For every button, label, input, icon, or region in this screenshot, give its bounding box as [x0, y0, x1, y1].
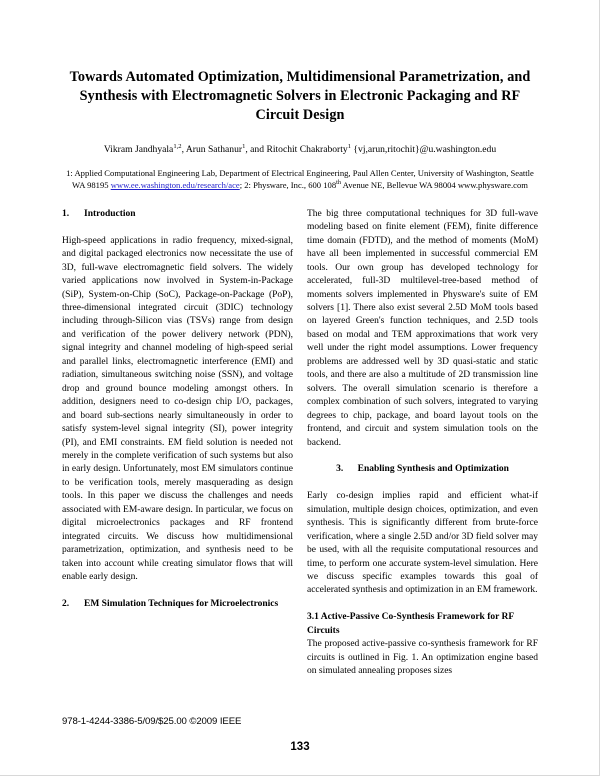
author-1-name: Vikram Jandhyala	[103, 144, 174, 155]
two-column-body	[62, 208, 538, 679]
page-number: 133	[290, 741, 310, 753]
section-heading-enabling-synthesis	[307, 463, 538, 476]
affiliation-text-part-3: Avenue NE, Bellevue WA 98004 www.physware.com	[340, 180, 528, 191]
page-title: Towards Automated Optimization, Multidimensional Parametrization, and Synthesis with Electromagnetic Solvers in Electronic Packaging and RF Circuit Design	[69, 69, 531, 123]
page-content-area	[62, 0, 538, 776]
author-emails: {vj,arun,ritochit}@u.washington.edu	[351, 144, 497, 155]
section-3-title: Enabling Synthesis and Optimization	[357, 464, 509, 475]
paragraph-em-techniques: The big three computational techniques for 3D full-wave modeling based on finite element (FEM), finite difference time domain (FDTD), and the method of moments (MoM) have all been implemented in successful commercial EM tools. Our own group has developed technology for accelerated, full-3D multilevel-tree-based method of moments solvers implemented in Physware's suite of EM solvers [1]. There also exist several 2.5D MoM tools based on layered Green's function techniques, and 2.5D tools based on modal and TEM approximations that work very well under the right model assumptions. Lower frequency problems are addressed well by 3D quasi-static and static tools, and there are also a multitude of 2D transmission line solvers. The overall simulation scenario is therefore a complex combination of such solvers, integrated to varying degrees to chip, package, and board layout tools on the frontend, and circuit and system simulation tools on the backend.	[307, 208, 538, 448]
author-line	[62, 143, 538, 156]
section-1-title: Introduction	[84, 208, 136, 219]
section-2-number: 2.	[62, 598, 70, 609]
author-separator-1: ,	[181, 144, 186, 155]
paragraph-introduction: High-speed applications in radio frequency, mixed-signal, and digital packaged electronics now necessitate the use of 3D, full-wave electromagnetic field solvers. The widely varied applications now involved in System-in-Package (SiP), System-on-Chip (SoC), Package-on-Package (PoP), three-dimensional integrated circuit (3DIC) technology including through-Silicon vias (TSVs) range from design and verification of the power delivery network (PDN), signal integrity and channel modeling of high-speed serial and parallel links, electromagnetic interference (EMI) and radiation, simultaneous switching noise (SSN), and voltage drop and ground bounce modeling amongst others. In addition, designers need to co-design chip I/O, packages, and board sub-sections nearly simultaneously in order to satisfy system-level signal integrity (SI), power integrity (PI), and EMI constraints. EM field solution is needed not merely in the complete verification of such systems but also in early design. Unfortunately, most EM simulators continue to be verification tools, merely masquerading as design tools. In this paper we discuss the challenges and needs associated with EM-aware design. In particular, we focus on digital microelectronics packages and RF frontend integrated circuits. We discuss how multidimensional parametrization, optimization, and synthesis need to be taken into account while creating simulator flows that will enable early design.	[62, 235, 293, 583]
right-column	[307, 208, 538, 679]
subsection-heading-3-1: 3.1 Active-Passive Co-Synthesis Framework for RF Circuits	[307, 612, 514, 636]
section-heading-em-simulation	[62, 598, 293, 611]
author-2-affiliation-marker: 1	[242, 142, 246, 150]
author-3-affiliation-marker: 1	[347, 142, 352, 150]
isbn-copyright-line: 978-1-4244-3386-5/09/$25.00 ©2009 IEEE	[62, 716, 242, 727]
affiliation-block	[62, 167, 538, 192]
author-separator-2: , and	[245, 144, 267, 155]
left-column	[62, 208, 293, 679]
paragraph-co-synthesis-framework: The proposed active-passive co-synthesis framework for RF circuits is outlined in Fig. 1. An optimization engine based on simulated annealing proposes sizes	[307, 639, 538, 677]
section-3-number: 3.	[336, 464, 344, 475]
section-heading-introduction	[62, 208, 293, 221]
paragraph-enabling-synthesis: Early co-design implies rapid and efficient what-if simulation, multiple design choices, optimization, and even synthesis. This is significantly different from brute-force verification, where a single 2.5D and/or 3D field solver may be used, with all the requisite computational resources and time, to perform one accurate system-level simulation. Here we discuss specific examples towards this goal of accelerated synthesis and optimization in an EM framework.	[307, 491, 538, 596]
affiliation-lab-link[interactable]: www.ee.washington.edu/research/ace	[110, 180, 240, 191]
author-1-affiliation-marker: 1,2	[173, 142, 182, 150]
author-2-name: Arun Sathanur	[185, 144, 243, 155]
affiliation-text-part-2: ; 2: Physware, Inc., 600 108	[239, 180, 337, 191]
ordinal-suffix: th	[336, 179, 341, 187]
affiliation-text-part-1: 1: Applied Computational Engineering Lab, Department of Electrical Engineering, Paul Allen Center, University of Washington, Seattle WA 98195	[66, 168, 534, 191]
author-3-name: Ritochit Chakraborty	[266, 144, 348, 155]
section-2-title: EM Simulation Techniques for Microelectronics	[84, 598, 279, 609]
section-1-number: 1.	[62, 208, 70, 219]
